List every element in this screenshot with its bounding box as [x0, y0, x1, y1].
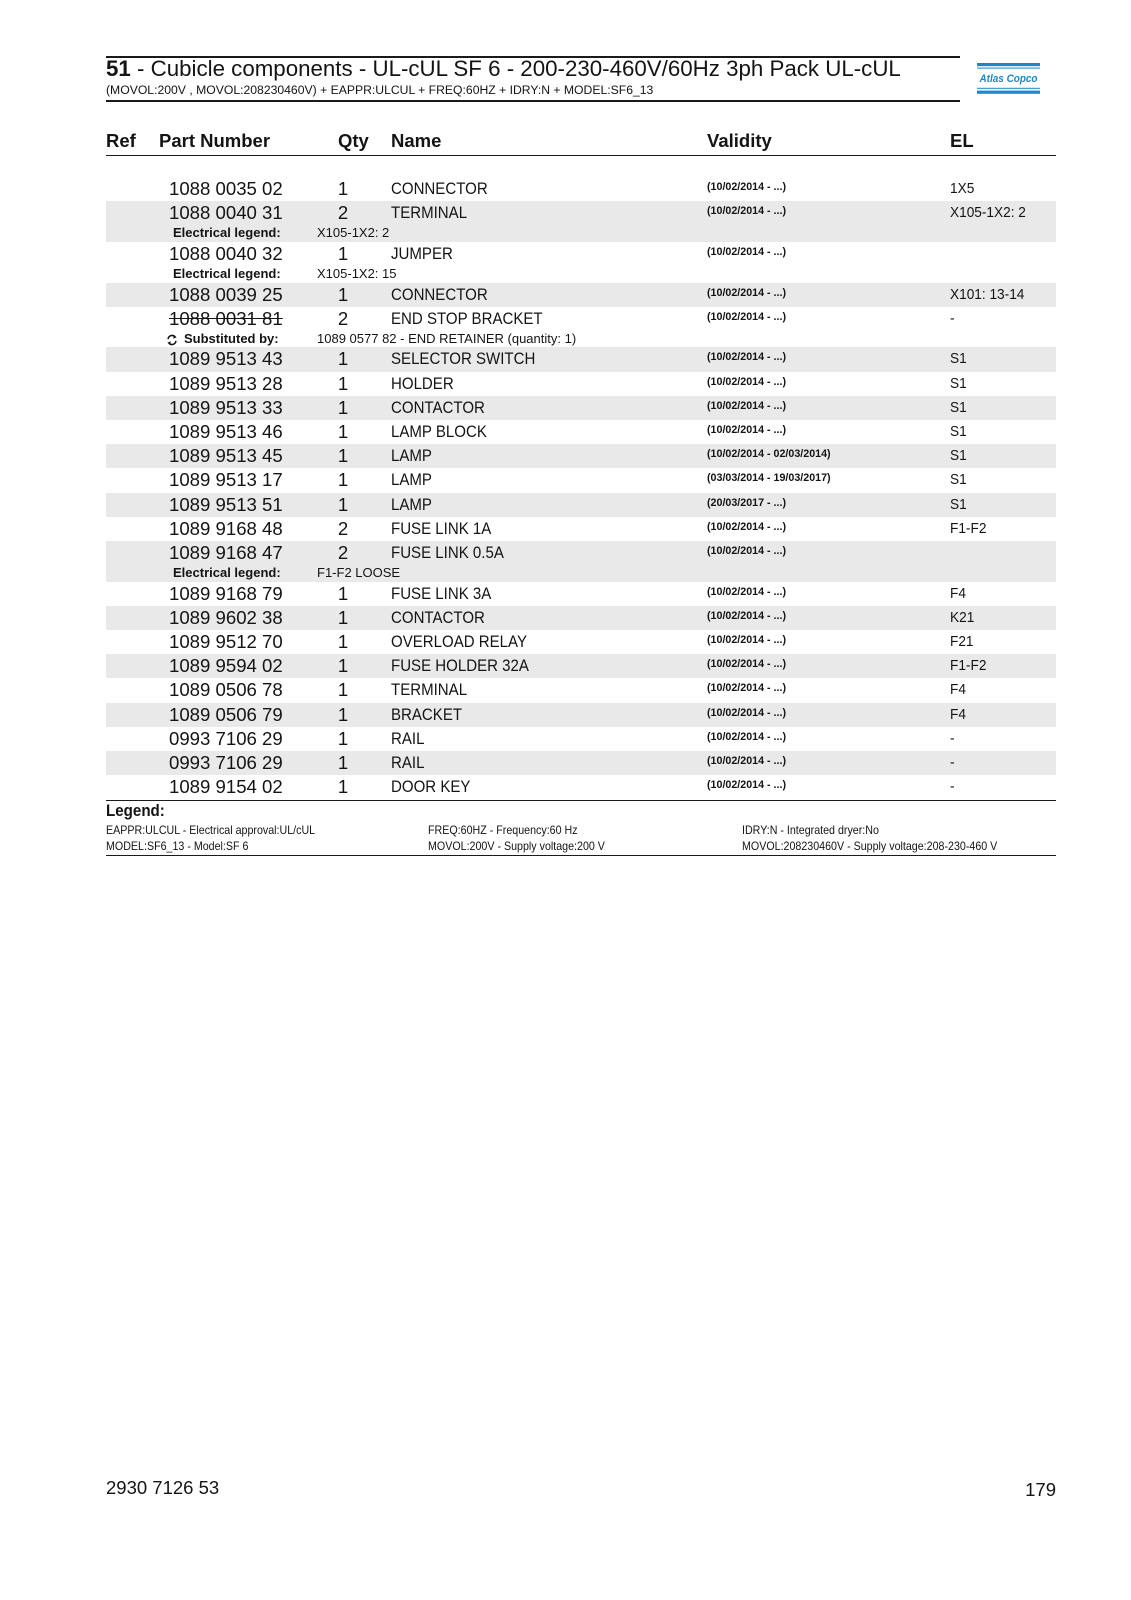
el-text: -: [950, 753, 955, 771]
table-row-main: [106, 630, 1056, 654]
table-row-main: [106, 177, 1056, 201]
table-row: [106, 468, 1056, 492]
part-number-cell: 1089 9168 48: [169, 517, 283, 539]
part-number-cell: 1089 9513 33: [169, 396, 283, 418]
name-cell: [391, 347, 554, 371]
part-number-cell: 1089 9512 70: [169, 631, 283, 652]
el-text: -: [950, 778, 955, 796]
page-title: [106, 57, 901, 81]
validity-cell: (10/02/2014 - 02/03/2014): [707, 448, 831, 461]
name-cell: [391, 703, 471, 727]
name-text: LAMP: [391, 470, 432, 490]
table-row: [106, 283, 1056, 307]
validity-cell: (20/03/2017 - ...): [707, 496, 787, 509]
el-cell: [950, 678, 968, 702]
table-row-main: [106, 372, 1056, 396]
note-label: Electrical legend:: [173, 565, 281, 581]
table-row: [106, 493, 1056, 517]
name-cell: [391, 307, 562, 331]
legend-item: [742, 839, 1029, 853]
name-text: FUSE HOLDER 32A: [391, 656, 529, 676]
name-text: CONTACTOR: [391, 607, 485, 627]
qty-cell: 1: [337, 606, 349, 628]
el-cell: [950, 630, 976, 654]
el-cell: [950, 654, 990, 678]
name-cell: [391, 582, 504, 606]
name-text: FUSE LINK 0.5A: [391, 542, 504, 562]
legend-bottom-rule: [106, 855, 1056, 856]
el-text: -: [950, 729, 955, 747]
qty-cell: 2: [337, 541, 349, 563]
validity-cell: (10/02/2014 - ...): [707, 585, 787, 598]
logo-text: Atlas Copco: [978, 73, 1038, 86]
legend-item: [428, 839, 627, 853]
part-number-cell: 0993 7106 29: [169, 751, 283, 773]
part-number-cell: 1089 9513 17: [169, 469, 283, 491]
el-cell: [950, 372, 968, 396]
qty-cell: 2: [337, 307, 349, 329]
legend-title-text: Legend:: [106, 801, 165, 820]
section-number: 51: [106, 56, 131, 81]
el-cell: [950, 396, 968, 420]
section-title: - Cubicle components - UL-cUL SF 6 - 200-230-460V/60Hz 3ph Pack UL-cUL: [130, 56, 901, 81]
el-cell: [950, 444, 968, 468]
table-row-main: [106, 347, 1056, 371]
table-row: [106, 630, 1056, 654]
el-text: F4: [950, 584, 966, 602]
table-row-main: [106, 201, 1056, 225]
table-row-main: [106, 727, 1056, 751]
table-row: [106, 372, 1056, 396]
legend-item-text: IDRY:N - Integrated dryer:No: [742, 823, 879, 837]
name-cell: [391, 775, 481, 799]
qty-cell: 1: [337, 396, 349, 418]
validity-cell: (10/02/2014 - ...): [707, 310, 787, 323]
table-row-main: [106, 751, 1056, 775]
validity-cell: (10/02/2014 - ...): [707, 375, 787, 388]
validity-cell: (10/02/2014 - ...): [707, 634, 787, 646]
table-row: [106, 396, 1056, 420]
validity-cell: (10/02/2014 - ...): [707, 544, 787, 557]
legend-item-text: EAPPR:ULCUL - Electrical approval:UL/cUL: [106, 823, 316, 837]
validity-cell: (10/02/2014 - ...): [707, 706, 787, 719]
validity-cell: (10/02/2014 - ...): [707, 682, 787, 695]
column-header-name: Name: [391, 130, 442, 151]
name-cell: [391, 242, 461, 266]
name-text: END STOP BRACKET: [391, 308, 543, 328]
part-number-cell: 1089 9594 02: [169, 655, 283, 677]
atlas-copco-logo: [977, 63, 1040, 94]
validity-cell: (10/02/2014 - ...): [707, 181, 787, 193]
name-text: CONNECTOR: [391, 284, 488, 304]
name-text: RAIL: [391, 728, 425, 748]
column-header-ref: Ref: [106, 130, 136, 151]
legend-title: [106, 801, 172, 821]
electrical-legend-note: [106, 225, 1056, 242]
el-text: 1X5: [950, 180, 975, 197]
table-row: [106, 420, 1056, 444]
el-cell: [950, 347, 968, 371]
el-text: S1: [950, 423, 967, 440]
el-cell: [950, 493, 968, 517]
table-row-main: [106, 307, 1056, 331]
el-cell: [950, 606, 977, 630]
validity-cell: (10/02/2014 - ...): [707, 754, 787, 767]
part-number-cell: 1089 0506 79: [169, 703, 283, 725]
column-header-el: EL: [950, 130, 974, 151]
name-text: LAMP BLOCK: [391, 422, 487, 441]
page-subtitle: (MOVOL:200V , MOVOL:208230460V) + EAPPR:ULCUL + FREQ:60HZ + IDRY:N + MODEL:SF6_13: [106, 83, 654, 97]
name-text: LAMP: [391, 446, 432, 466]
electrical-legend-note: [106, 565, 1056, 582]
table-row: [106, 307, 1056, 348]
name-cell: [391, 493, 437, 517]
column-header-part-number: Part Number: [159, 130, 271, 151]
validity-cell: (10/02/2014 - ...): [707, 245, 787, 258]
parts-table: [106, 177, 1056, 799]
part-number-cell: 1088 0040 31: [169, 202, 283, 224]
name-text: LAMP: [391, 494, 432, 514]
validity-cell: (10/02/2014 - ...): [707, 730, 787, 743]
part-number-cell: 1088 0035 02: [169, 178, 283, 199]
qty-cell: 1: [337, 445, 349, 467]
qty-cell: 1: [337, 242, 349, 264]
qty-cell: 1: [337, 703, 349, 725]
table-row: [106, 347, 1056, 371]
name-cell: [391, 606, 497, 630]
qty-cell: 1: [337, 727, 349, 749]
part-number-cell: 1089 9602 38: [169, 606, 283, 628]
legend-item: [742, 823, 896, 837]
qty-cell: 1: [337, 751, 349, 773]
part-number-cell: 0993 7106 29: [169, 727, 283, 749]
part-number-cell: 1089 9513 43: [169, 348, 283, 370]
table-row-main: [106, 493, 1056, 517]
note-value: 1089 0577 82 - END RETAINER (quantity: 1): [317, 330, 577, 346]
table-row: [106, 177, 1056, 201]
table-row-main: [106, 654, 1056, 678]
table-row: [106, 727, 1056, 751]
name-cell: [391, 420, 499, 444]
el-cell: [950, 307, 955, 331]
table-row: [106, 582, 1056, 606]
name-cell: [391, 201, 477, 225]
page-number: 179: [1025, 1479, 1056, 1500]
part-number-cell: 1089 9513 51: [169, 493, 283, 515]
name-cell: [391, 654, 547, 678]
table-row: [106, 606, 1056, 630]
el-text: S1: [950, 398, 967, 416]
el-text: S1: [950, 495, 967, 513]
part-number-cell: 1088 0040 32: [169, 242, 283, 264]
el-cell: [950, 751, 955, 775]
name-text: OVERLOAD RELAY: [391, 632, 528, 651]
table-row: [106, 444, 1056, 468]
qty-cell: 1: [337, 655, 349, 677]
table-row: [106, 678, 1056, 702]
name-text: CONTACTOR: [391, 397, 485, 417]
header-bottom-rule: [106, 100, 960, 102]
part-number-cell: 1089 0506 78: [169, 679, 283, 701]
legend-item: [106, 823, 341, 837]
name-text: CONNECTOR: [391, 179, 488, 198]
name-text: SELECTOR SWITCH: [391, 349, 536, 369]
electrical-legend-note: [106, 266, 1056, 283]
qty-cell: 1: [337, 283, 349, 305]
el-cell: [950, 517, 990, 541]
note-label: Substituted by:: [184, 330, 279, 346]
name-cell: [391, 283, 500, 307]
substitute-icon: [166, 333, 178, 345]
el-text: S1: [950, 471, 967, 489]
name-cell: [391, 630, 545, 654]
el-text: K21: [950, 608, 975, 626]
name-cell: [391, 396, 497, 420]
qty-cell: 1: [337, 421, 349, 442]
qty-cell: 1: [337, 631, 349, 652]
el-text: S1: [950, 447, 967, 465]
el-cell: [950, 582, 968, 606]
table-row-main: [106, 582, 1056, 606]
qty-cell: 2: [337, 517, 349, 539]
el-cell: [950, 703, 968, 727]
name-text: JUMPER: [391, 243, 453, 263]
name-text: BRACKET: [391, 704, 463, 724]
name-cell: [391, 177, 500, 201]
validity-cell: (10/02/2014 - ...): [707, 399, 787, 412]
table-row: [106, 517, 1056, 541]
el-cell: [950, 201, 1033, 225]
legend-item: [428, 823, 596, 837]
el-cell: [950, 775, 955, 799]
column-header-rule: [106, 155, 1056, 157]
table-row-main: [106, 283, 1056, 307]
validity-cell: (10/02/2014 - ...): [707, 779, 787, 792]
el-text: -: [950, 309, 955, 327]
note-value: X105-1X2: 2: [317, 225, 390, 241]
validity-cell: (10/02/2014 - ...): [707, 351, 787, 364]
el-text: X101: 13-14: [950, 285, 1025, 303]
table-row-main: [106, 420, 1056, 444]
table-row: [106, 703, 1056, 727]
part-number-cell: 1088 0039 25: [169, 283, 283, 305]
name-text: RAIL: [391, 752, 425, 772]
column-header-qty: Qty: [338, 130, 369, 151]
table-row-main: [106, 468, 1056, 492]
qty-cell: 1: [337, 679, 349, 701]
legend-item-text: MOVOL:208230460V - Supply voltage:208-230-460 V: [742, 839, 998, 853]
name-text: DOOR KEY: [391, 777, 471, 797]
el-cell: [950, 177, 977, 201]
name-cell: [391, 517, 504, 541]
table-row: [106, 654, 1056, 678]
validity-cell: (10/02/2014 - ...): [707, 520, 787, 533]
name-cell: [391, 751, 429, 775]
table-row-main: [106, 606, 1056, 630]
part-number-cell: 1089 9513 28: [169, 372, 283, 394]
part-number-cell: 1089 9168 79: [169, 582, 283, 604]
el-text: F4: [950, 681, 966, 699]
qty-cell: 1: [337, 348, 349, 370]
table-row-main: [106, 444, 1056, 468]
el-cell: [950, 420, 968, 444]
note-value: X105-1X2: 15: [317, 266, 397, 282]
name-cell: [391, 727, 429, 751]
name-text: TERMINAL: [391, 680, 468, 700]
el-text: F4: [950, 705, 966, 723]
table-row-main: [106, 242, 1056, 266]
qty-cell: 1: [337, 493, 349, 515]
el-text: F1-F2: [950, 519, 987, 537]
legend-item: [106, 839, 266, 853]
qty-cell: 1: [337, 582, 349, 604]
name-cell: [391, 678, 477, 702]
el-text: X105-1X2: 2: [950, 204, 1026, 222]
validity-cell: (10/02/2014 - ...): [707, 286, 787, 299]
name-cell: [391, 541, 519, 565]
table-row: [106, 751, 1056, 775]
el-text: S1: [950, 350, 967, 368]
el-cell: [950, 468, 968, 492]
legend-item-text: FREQ:60HZ - Frequency:60 Hz: [428, 823, 578, 837]
validity-cell: (10/02/2014 - ...): [707, 609, 787, 622]
part-number-cell: 1089 9513 45: [169, 445, 283, 467]
table-bottom-rule: [106, 800, 1056, 801]
note-value: F1-F2 LOOSE: [317, 565, 401, 581]
qty-cell: 2: [337, 202, 349, 224]
table-row: [106, 775, 1056, 799]
note-label: Electrical legend:: [173, 225, 281, 241]
name-text: HOLDER: [391, 373, 454, 393]
el-text: S1: [950, 374, 967, 392]
table-row-main: [106, 703, 1056, 727]
name-text: FUSE LINK 1A: [391, 518, 492, 538]
validity-cell: (10/02/2014 - ...): [707, 205, 787, 218]
name-text: TERMINAL: [391, 203, 468, 223]
column-header-validity: Validity: [707, 130, 772, 151]
document-number: 2930 7126 53: [106, 1477, 220, 1498]
validity-cell: (10/02/2014 - ...): [707, 424, 787, 436]
part-number-cell: 1089 9513 46: [169, 421, 283, 442]
table-row: [106, 541, 1056, 582]
table-row-main: [106, 396, 1056, 420]
el-cell: [950, 283, 1032, 307]
el-text: F1-F2: [950, 657, 987, 675]
part-number-cell: 1088 0031 81: [169, 307, 283, 329]
qty-cell: 1: [337, 776, 349, 798]
qty-cell: 1: [337, 372, 349, 394]
el-text: F21: [950, 633, 974, 650]
table-row-main: [106, 775, 1056, 799]
validity-cell: (10/02/2014 - ...): [707, 658, 787, 671]
qty-cell: 1: [337, 469, 349, 491]
table-row-main: [106, 517, 1056, 541]
table-row: [106, 201, 1056, 242]
legend-item-text: MODEL:SF6_13 - Model:SF 6: [106, 839, 249, 853]
table-row-main: [106, 541, 1056, 565]
name-cell: [391, 444, 437, 468]
qty-cell: 1: [337, 178, 349, 199]
table-row-main: [106, 678, 1056, 702]
part-number-cell: 1089 9154 02: [169, 776, 283, 798]
name-text: FUSE LINK 3A: [391, 583, 492, 603]
note-label: Electrical legend:: [173, 266, 281, 282]
validity-cell: (03/03/2014 - 19/03/2017): [707, 472, 831, 485]
name-cell: [391, 468, 437, 492]
name-cell: [391, 372, 462, 396]
substitution-note: [106, 331, 1056, 348]
part-number-cell: 1089 9168 47: [169, 541, 283, 563]
el-cell: [950, 727, 955, 751]
legend-item-text: MOVOL:200V - Supply voltage:200 V: [428, 839, 605, 853]
table-row: [106, 242, 1056, 283]
